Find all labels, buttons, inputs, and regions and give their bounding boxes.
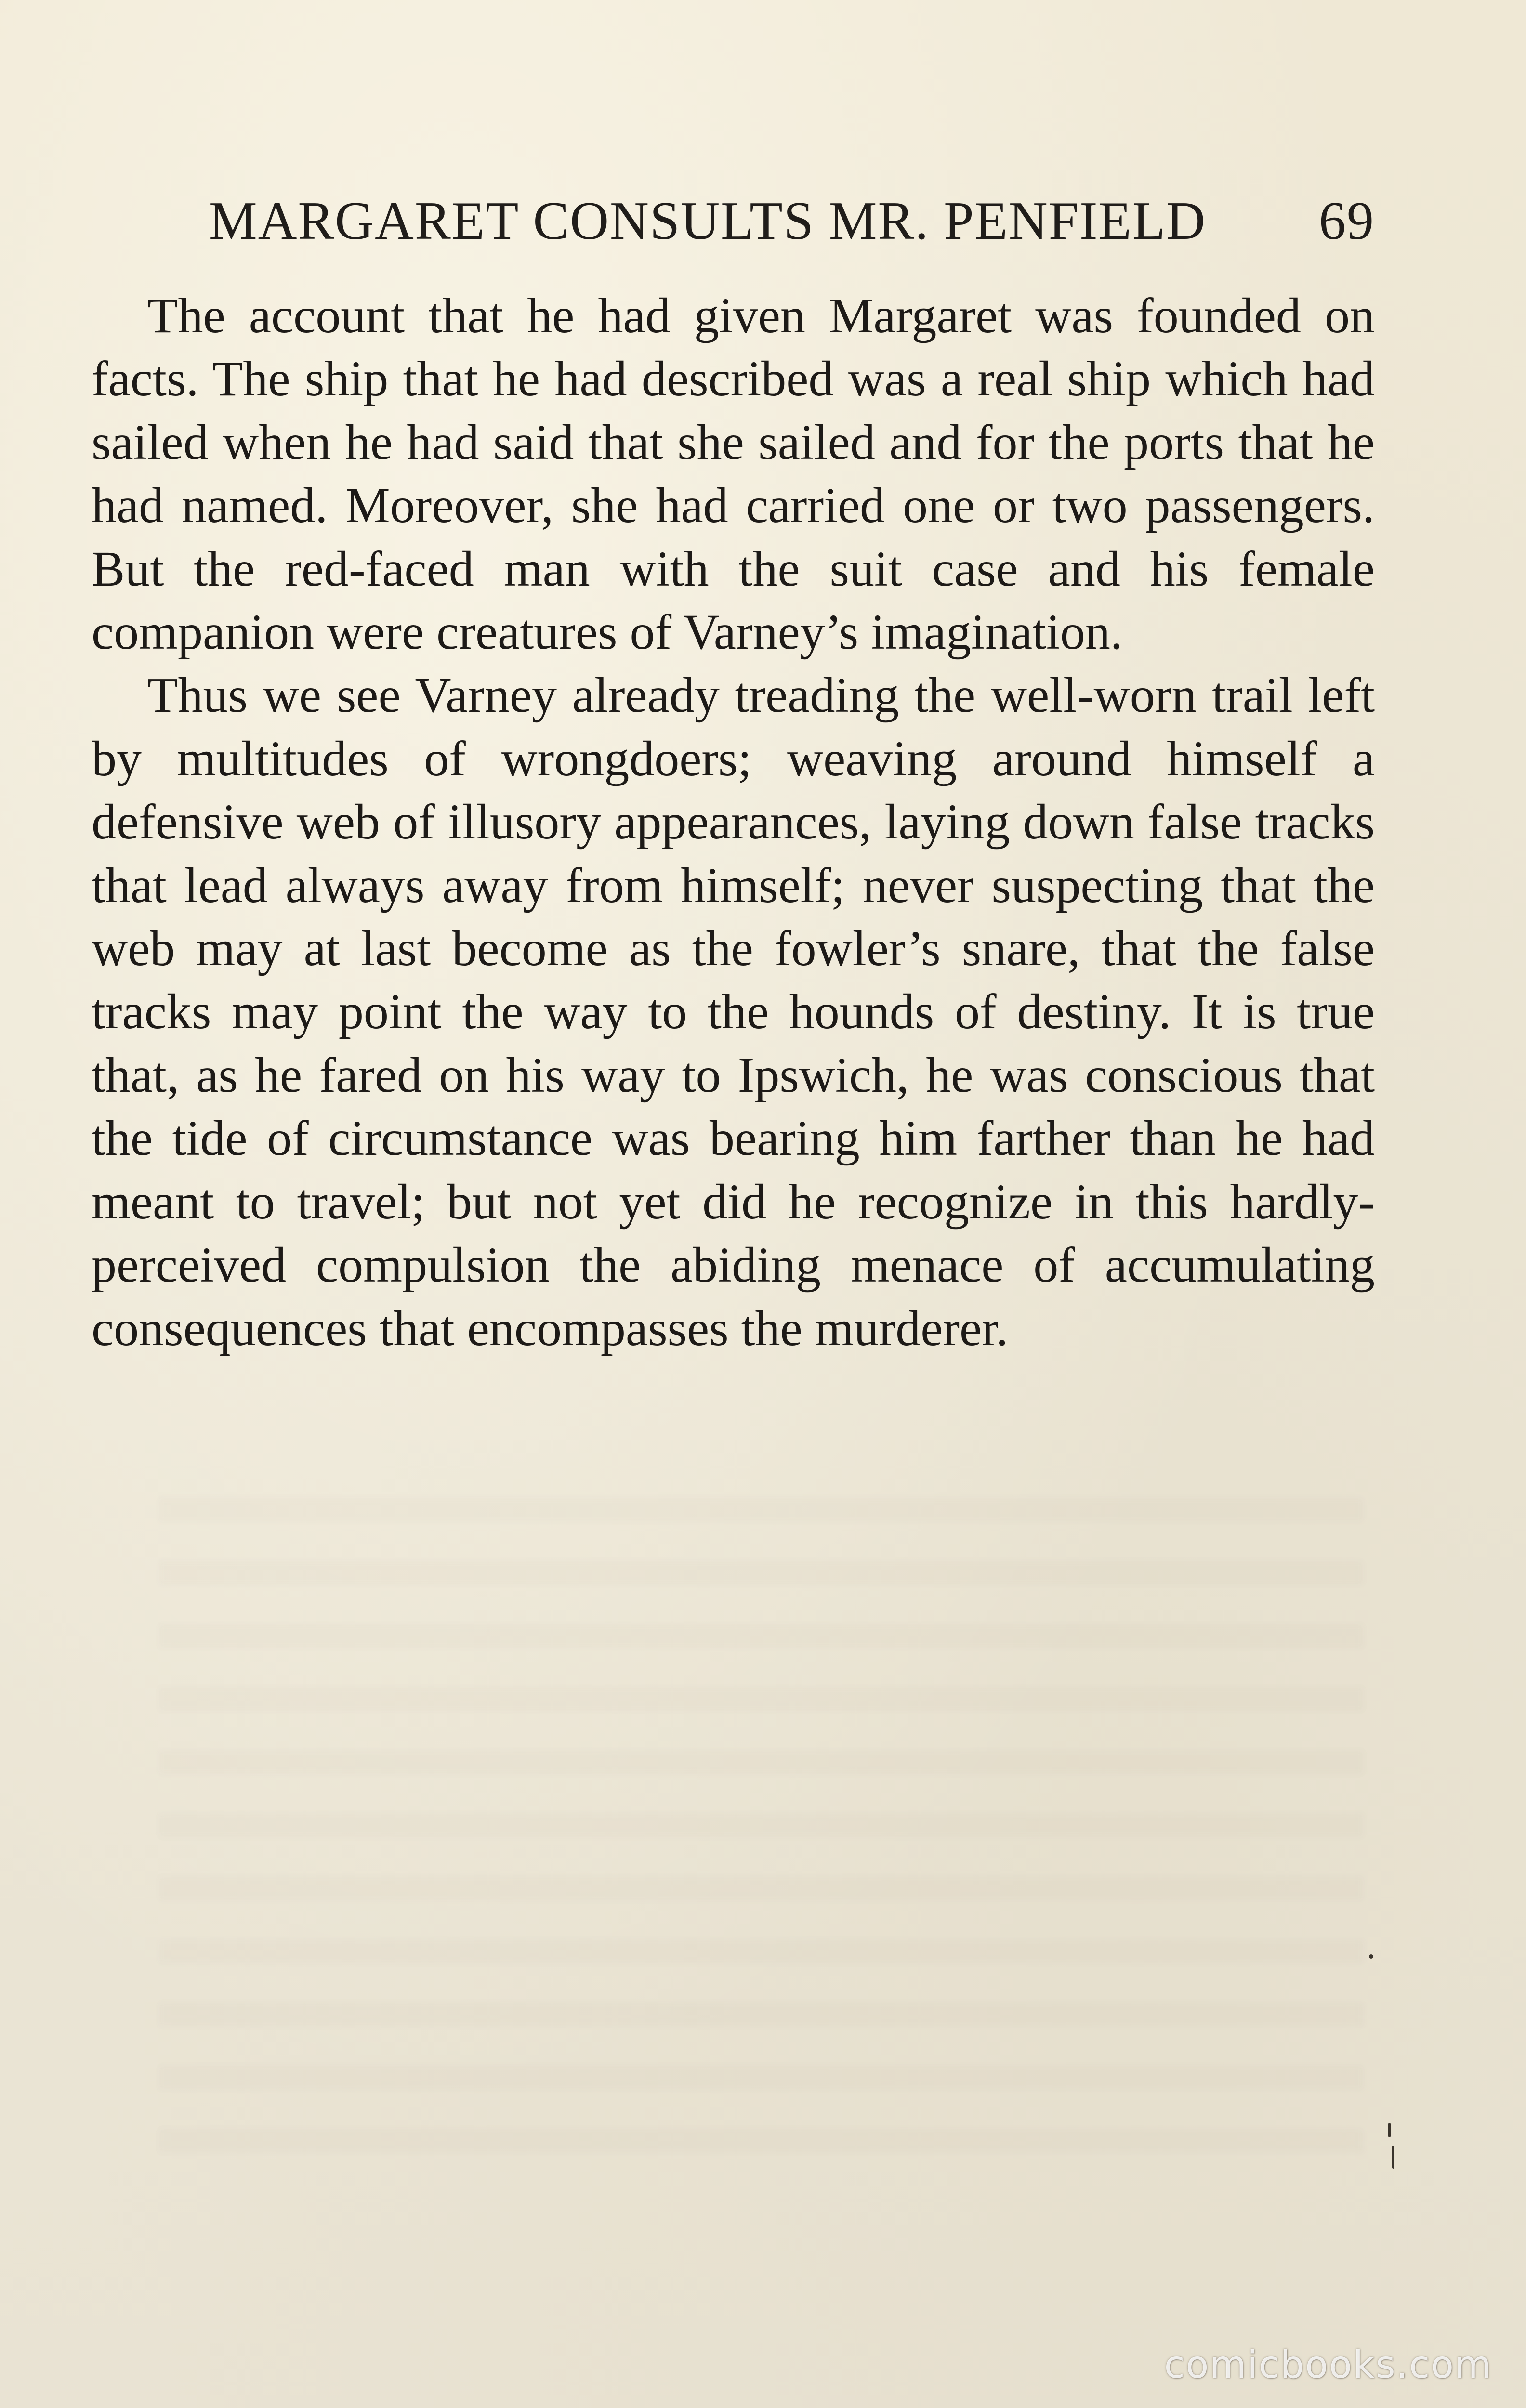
- page-number: 69: [1319, 191, 1375, 251]
- bleed-through-texture: [159, 1469, 1363, 2191]
- body-text: [92, 284, 1375, 1360]
- paragraph-2: Thus we see Varney already treading the well-worn trail left by multitudes of wrongdoers; weaving around himself a defensive web of illusory appearances, laying down false tracks that lead always away from himself; never suspecting that the web may at last become as the fowler’s snare, that the false tracks may point the way to the hounds of destiny. It is true that, as he fared on his way to Ipswich, he was conscious that the tide of circumstance was bearing him farther than he had meant to travel; but not yet did he recognize in this hardly-perceived compulsion the abiding menace of accumulating consequences that encompasses the murderer.: [92, 667, 1375, 1356]
- running-head-title: MARGARET CONSULTS MR. PENFIELD: [209, 191, 1207, 251]
- running-head: [209, 190, 1375, 262]
- paper-speck: [1369, 1954, 1373, 1959]
- watermark-logo: comicbooks.com: [1164, 2343, 1492, 2387]
- paragraph-1: The account that he had given Margaret was founded on facts. The ship that he had described was a real ship which had sailed when he had said that she sailed and for the ports that he had named. Moreover, she had carried one or two passengers. But the red-faced man with the suit case and his female companion were creatures of Varney’s imagination.: [92, 288, 1375, 660]
- paper-speck: [1388, 2123, 1391, 2137]
- paper-speck: [1392, 2146, 1394, 2169]
